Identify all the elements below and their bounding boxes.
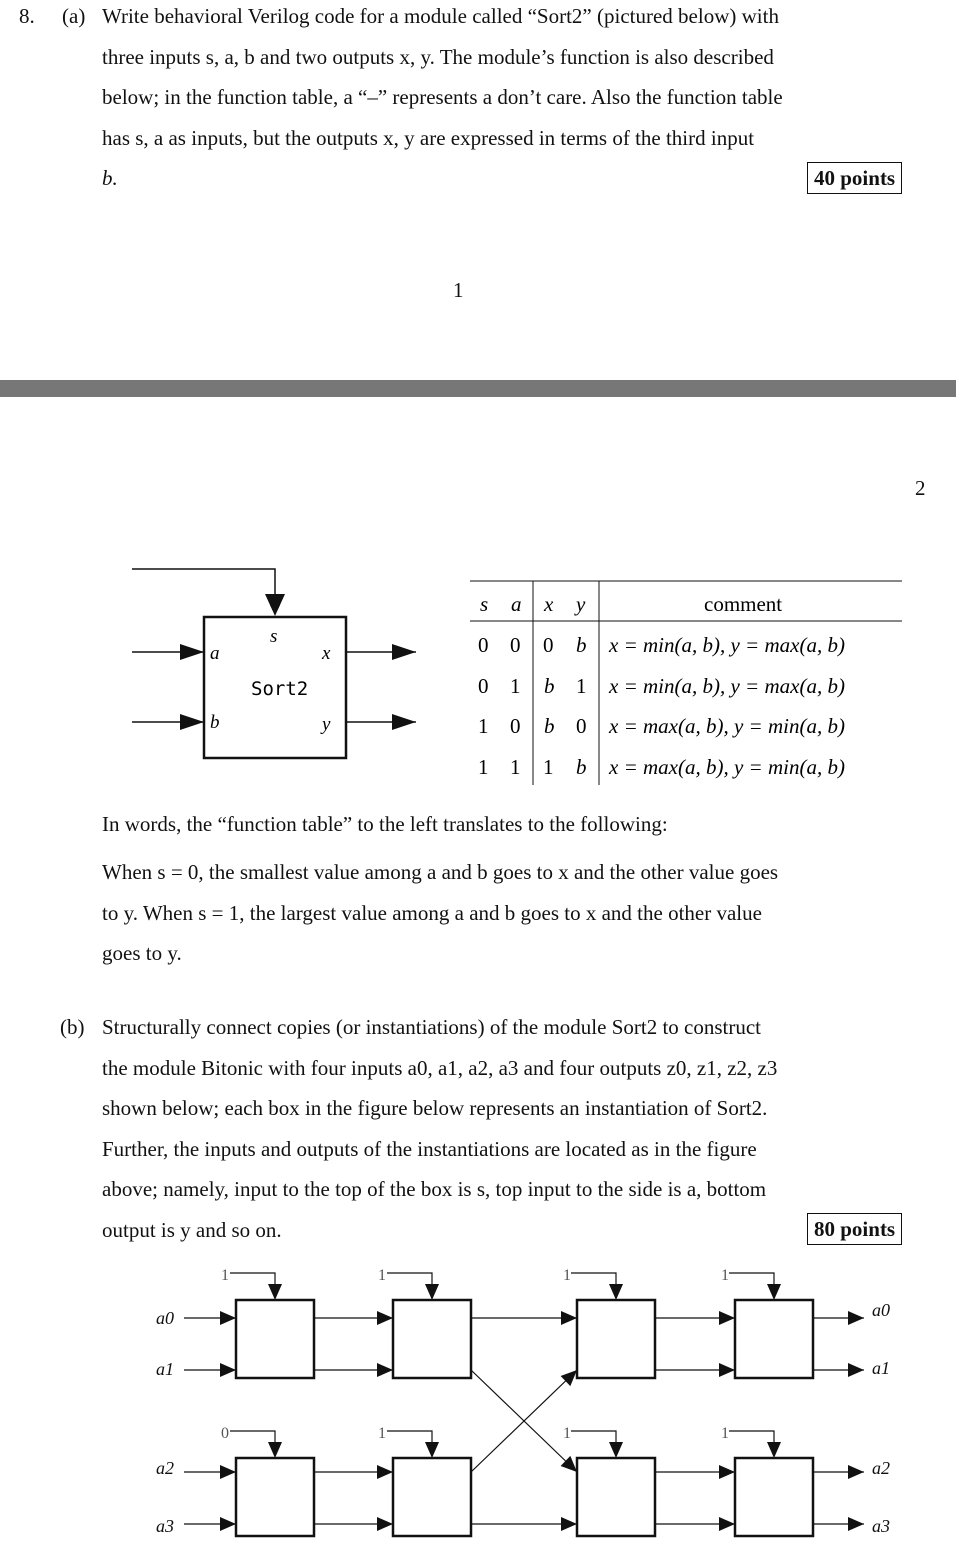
s-value-bottom-4: 1 (721, 1425, 729, 1442)
page-number-1: 1 (453, 278, 464, 302)
arrow-c2-c3-3 (719, 1517, 735, 1531)
a-arrowhead (180, 644, 204, 660)
part-a-line-2: three inputs s, a, b and two outputs x, y. The module’s function is also described (102, 44, 774, 69)
cell-r3-s: 1 (478, 755, 489, 779)
arrow-c0-c1-1 (377, 1363, 393, 1377)
part-b-line-5: above; namely, input to the top of the box is s, top input to the side is a, bottom (102, 1177, 767, 1201)
sort2-diagram (120, 560, 430, 770)
port-s-label: s (270, 626, 278, 647)
arrow-c0-c1-3 (377, 1517, 393, 1531)
s-arrow-r1-c2 (609, 1442, 623, 1458)
cell-r3-y: b (576, 755, 587, 779)
cell-r2-comment: x = max(a, b), y = min(a, b) (609, 714, 845, 738)
cell-r1-comment: x = min(a, b), y = max(a, b) (609, 674, 845, 698)
sort2-instance-r1-c1 (393, 1458, 471, 1536)
page-number-2: 2 (915, 476, 926, 500)
s-arrow-r0-c3 (767, 1284, 781, 1300)
s-arrow-r1-c0 (268, 1442, 282, 1458)
sort2-instance-r0-c2 (577, 1300, 655, 1378)
sort2-instance-r0-c0 (236, 1300, 314, 1378)
part-b-line-4: Further, the inputs and outputs of the instantiations are located as in the figure (102, 1136, 757, 1161)
output-arrow-0 (848, 1311, 864, 1325)
header-x: x (544, 592, 554, 616)
cell-r3-comment: x = max(a, b), y = min(a, b) (609, 755, 845, 779)
input-label-a1: a1 (156, 1359, 174, 1379)
explanation-line-3: goes to y. (102, 941, 182, 965)
cell-r2-a: 0 (510, 714, 521, 738)
sort2-instance-r1-c3 (735, 1458, 813, 1536)
part-b-line-6: output is y and so on. (102, 1217, 282, 1242)
header-s: s (480, 592, 489, 616)
output-label-2: a2 (872, 1458, 890, 1478)
sort2-instance-r1-c0 (236, 1458, 314, 1536)
sort2-instance-r1-c2 (577, 1458, 655, 1536)
cell-r0-s: 0 (478, 633, 489, 657)
header-a: a (511, 592, 522, 616)
cell-r0-y: b (576, 633, 587, 657)
output-label-3: a3 (872, 1516, 890, 1536)
header-comment: comment (704, 592, 783, 616)
module-name-label: Sort2 (251, 678, 309, 700)
part-b-line-2: the module Bitonic with four inputs a0, a1, a2, a3 and four outputs z0, z1, z2, z3 (102, 1055, 778, 1080)
input-arrow-a3 (220, 1517, 236, 1531)
arrow-c0-c1-0 (377, 1311, 393, 1325)
port-y-label: y (322, 714, 331, 735)
output-label-1: a1 (872, 1358, 890, 1378)
port-b-label: b (210, 712, 220, 733)
problem-number: 8. (19, 4, 35, 28)
s-arrow-r0-c2 (609, 1284, 623, 1300)
input-label-a2: a2 (156, 1458, 174, 1478)
s-value-bottom-2: 1 (378, 1425, 386, 1442)
bitonic-diagram (140, 1258, 920, 1548)
cell-r2-x: b (544, 714, 555, 738)
s-arrow-r0-c0 (268, 1284, 282, 1300)
cell-r3-a: 1 (510, 755, 521, 779)
cell-r2-y: 0 (576, 714, 587, 738)
part-b-line-1: Structurally connect copies (or instantiations) of the module Sort2 to construct (102, 1015, 762, 1039)
cell-r0-x: 0 (543, 633, 554, 657)
s-arrow-r1-c1 (425, 1442, 439, 1458)
s-value-top-3: 1 (563, 1267, 571, 1284)
cell-r2-s: 1 (478, 714, 489, 738)
output-arrow-1 (848, 1363, 864, 1377)
s-value-top-2: 1 (378, 1267, 386, 1284)
output-label-0: a0 (872, 1300, 890, 1320)
arrow-c2-c3-2 (719, 1465, 735, 1479)
output-arrow-3 (848, 1517, 864, 1531)
s-value-bottom-3: 1 (563, 1425, 571, 1442)
s-wire-r1-c3 (729, 1431, 774, 1456)
part-a-points: 40 points (807, 162, 902, 194)
function-table (466, 575, 906, 790)
page-separator (0, 380, 956, 397)
cell-r1-y: 1 (576, 674, 587, 698)
explanation-line-1: When s = 0, the smallest value among a and b goes to x and the other value goes (102, 860, 779, 884)
explanation-line-2: to y. When s = 1, the largest value among a and b goes to x and the other value (102, 900, 762, 925)
part-a-line-5: b. (102, 166, 118, 190)
x-arrowhead (392, 644, 416, 660)
sort2-instance-r0-c1 (393, 1300, 471, 1378)
part-b-label: (b) (60, 1015, 85, 1039)
s-arrowhead (265, 594, 285, 616)
input-label-a0: a0 (156, 1308, 174, 1328)
s-wire-r0-c2 (571, 1273, 616, 1298)
s-value-top-1: 1 (221, 1267, 229, 1284)
s-value-top-4: 1 (721, 1267, 729, 1284)
input-label-a3: a3 (156, 1516, 174, 1536)
explanation-body (102, 852, 932, 974)
explanation-intro: In words, the “function table” to the left translates to the following: (102, 812, 668, 836)
cell-r0-comment: x = min(a, b), y = max(a, b) (609, 633, 845, 657)
input-arrow-a2 (220, 1465, 236, 1479)
s-wire-r1-c0 (230, 1431, 275, 1456)
part-a-line-4: has s, a as inputs, but the outputs x, y are expressed in terms of the third input (102, 125, 755, 150)
sort2-instance-r0-c3 (735, 1300, 813, 1378)
arrow-c1-c2-bottom (561, 1517, 577, 1531)
output-arrow-2 (848, 1465, 864, 1479)
arrow-c2-c3-1 (719, 1363, 735, 1377)
arrow-c0-c1-2 (377, 1465, 393, 1479)
b-arrowhead (180, 714, 204, 730)
part-b-line-3: shown below; each box in the figure below represents an instantiation of Sort2. (102, 1096, 768, 1120)
s-arrow-r0-c1 (425, 1284, 439, 1300)
y-arrowhead (392, 714, 416, 730)
arrow-c1-c2-top (561, 1311, 577, 1325)
s-wire-r0-c0 (230, 1273, 275, 1298)
part-a-label: (a) (62, 4, 86, 28)
port-x-label: x (322, 643, 331, 664)
input-arrow-a1 (220, 1363, 236, 1377)
s-wire-r0-c3 (729, 1273, 774, 1298)
cell-r1-s: 0 (478, 674, 489, 698)
arrow-c2-c3-0 (719, 1311, 735, 1325)
part-a-line-3: below; in the function table, a “–” represents a don’t care. Also the function table (102, 85, 783, 109)
s-value-bottom-1: 0 (221, 1425, 229, 1442)
cell-r0-a: 0 (510, 633, 521, 657)
part-a-line-1: Write behavioral Verilog code for a module called “Sort2” (pictured below) with (102, 4, 779, 28)
input-arrow-a0 (220, 1311, 236, 1325)
part-b-points: 80 points (807, 1213, 902, 1245)
s-input-wire (132, 569, 275, 614)
cell-r1-a: 1 (510, 674, 521, 698)
cell-r1-x: b (544, 674, 555, 698)
cell-r3-x: 1 (543, 755, 554, 779)
s-wire-r0-c1 (387, 1273, 432, 1298)
s-wire-r1-c1 (387, 1431, 432, 1456)
port-a-label: a (210, 643, 220, 664)
header-y: y (576, 592, 586, 616)
s-arrow-r1-c3 (767, 1442, 781, 1458)
s-wire-r1-c2 (571, 1431, 616, 1456)
